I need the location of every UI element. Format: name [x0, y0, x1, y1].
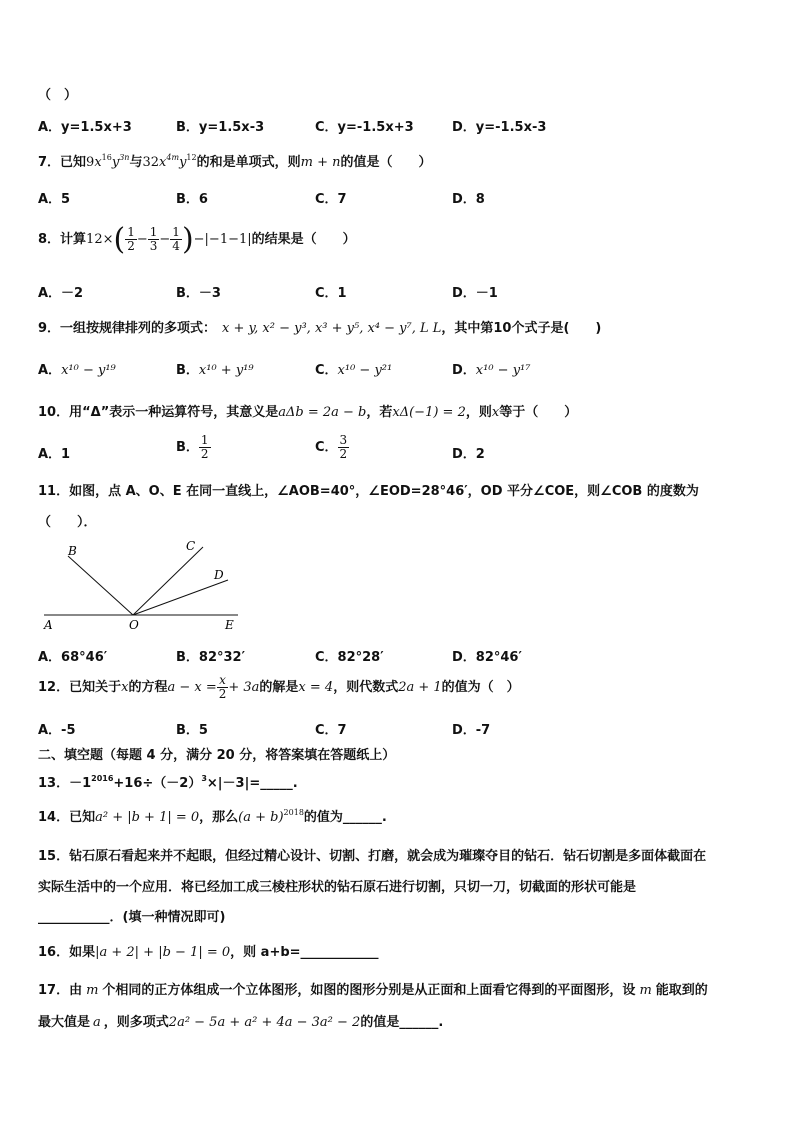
q7-option-c: C．7	[315, 192, 347, 207]
q7-option-a: A．5	[38, 192, 71, 207]
q9-option-d: D．x¹⁰ − y¹⁷	[452, 363, 531, 378]
q11-angle-figure	[38, 536, 248, 632]
q11-option-a: A．68°46′	[38, 650, 108, 665]
q15-line3: ___________．(填一种情况即可)	[38, 910, 226, 925]
q11-stem-line2: （ ）．	[38, 515, 97, 530]
q13-stem: 13．$-1^{2016}+16\div(-2)^3\times|-3|=\_\_\_\_\_$.	[38, 774, 298, 791]
q11-stem-line1: 11．如图，点 A、O、E 在同一直线上，∠AOB=40°，∠EOD=28°46′，OD 平分∠COE，则∠COB 的度数为	[38, 484, 699, 499]
q10-option-c: C． $\frac{3}{2}$	[315, 433, 348, 461]
q11-option-b: B．82°32′	[176, 650, 246, 665]
label-d: D	[214, 568, 224, 582]
q14-stem: 14．已知a² + |b + 1| = 0，那么$(a + b)^{2018}$的值为______.	[38, 808, 387, 825]
q9-option-b: B．x¹⁰ + y¹⁹	[176, 363, 254, 378]
label-c: C	[186, 539, 196, 553]
q16-stem: 16．如果|a + 2| + |b − 1| = 0，则 a+b=____________	[38, 945, 379, 960]
label-o: O	[129, 618, 139, 632]
q10-option-a: A．1	[38, 447, 71, 462]
section-fill-blank-heading: 二、填空题（每题 4 分，满分 20 分，将答案填在答题纸上）	[38, 748, 396, 763]
q9-option-c: C．x¹⁰ − y²¹	[315, 363, 393, 378]
q15-line2: 实际生活中的一个应用．将已经加工成三棱柱形状的钻石原石进行切割，只切一刀，切截面的形状可能是	[38, 880, 637, 895]
q8-option-d: D．－1	[452, 286, 498, 301]
ray-oc	[133, 547, 203, 615]
q6-option-b: B．y=1.5x-3	[176, 120, 265, 135]
label-e: E	[225, 618, 234, 632]
q12-stem: 12．已知关于x的方程a − x = $\frac{x}{2}$ + 3a的解是x = 4，则代数式2a + 1的值为（ ）	[38, 673, 520, 701]
q11-option-c: C．82°28′	[315, 650, 384, 665]
ray-od	[133, 580, 228, 615]
q12-option-a: A．-5	[38, 723, 76, 738]
q6-option-d: D．y=-1.5x-3	[452, 120, 547, 135]
q7-stem: 7．已知$9x^{16}y^{3n}$与$32x^{4m}y^{12}$的和是单项式，则m + n的值是（ ）	[38, 153, 432, 170]
q8-option-a: A．－2	[38, 286, 84, 301]
q8-option-c: C．1	[315, 286, 347, 301]
q8-stem: 8．计算12×( $\frac{1}{2}$ − $\frac{1}{3}$ − $\frac{1}{4}$ )−|−1−1|的结果是（ ）	[38, 222, 356, 257]
q11-option-d: D．82°46′	[452, 650, 522, 665]
q6-paren: （ ）	[38, 88, 78, 103]
label-b: B	[68, 544, 77, 558]
q10-option-d: D．2	[452, 447, 485, 462]
label-a: A	[44, 618, 53, 632]
q10-stem: 10．用“Δ”表示一种运算符号，其意义是aΔb = 2a − b，若xΔ(−1) = 2，则x等于（ ）	[38, 405, 578, 420]
q7-option-b: B．6	[176, 192, 208, 207]
q17-line2: 最大值是 a ，则多项式2a² − 5a + a² + 4a − 3a² − 2的值是______.	[38, 1015, 444, 1030]
q17-line1: 17．由 m 个相同的正方体组成一个立体图形，如图的图形分别是从正面和上面看它得到的平面图形，设 m 能取到的	[38, 983, 708, 998]
q12-option-c: C．7	[315, 723, 347, 738]
q6-option-a: A．y=1.5x+3	[38, 120, 132, 135]
q12-option-b: B．5	[176, 723, 208, 738]
q15-line1: 15．钻石原石看起来并不起眼，但经过精心设计、切割、打磨，就会成为璀璨夺目的钻石．钻石切割是多面体截面在	[38, 849, 707, 864]
q9-option-a: A．x¹⁰ − y¹⁹	[38, 363, 116, 378]
q6-option-c: C．y=-1.5x+3	[315, 120, 414, 135]
q8-option-b: B．－3	[176, 286, 221, 301]
q7-option-d: D．8	[452, 192, 485, 207]
q12-option-d: D．-7	[452, 723, 491, 738]
q10-option-b: B． $\frac{1}{2}$	[176, 433, 209, 461]
ray-ob	[68, 556, 133, 615]
q9-stem: 9．一组按规律排列的多项式： x + y, x² − y³, x³ + y⁵, x⁴ − y⁷, L L，其中第10个式子是( )	[38, 321, 602, 336]
